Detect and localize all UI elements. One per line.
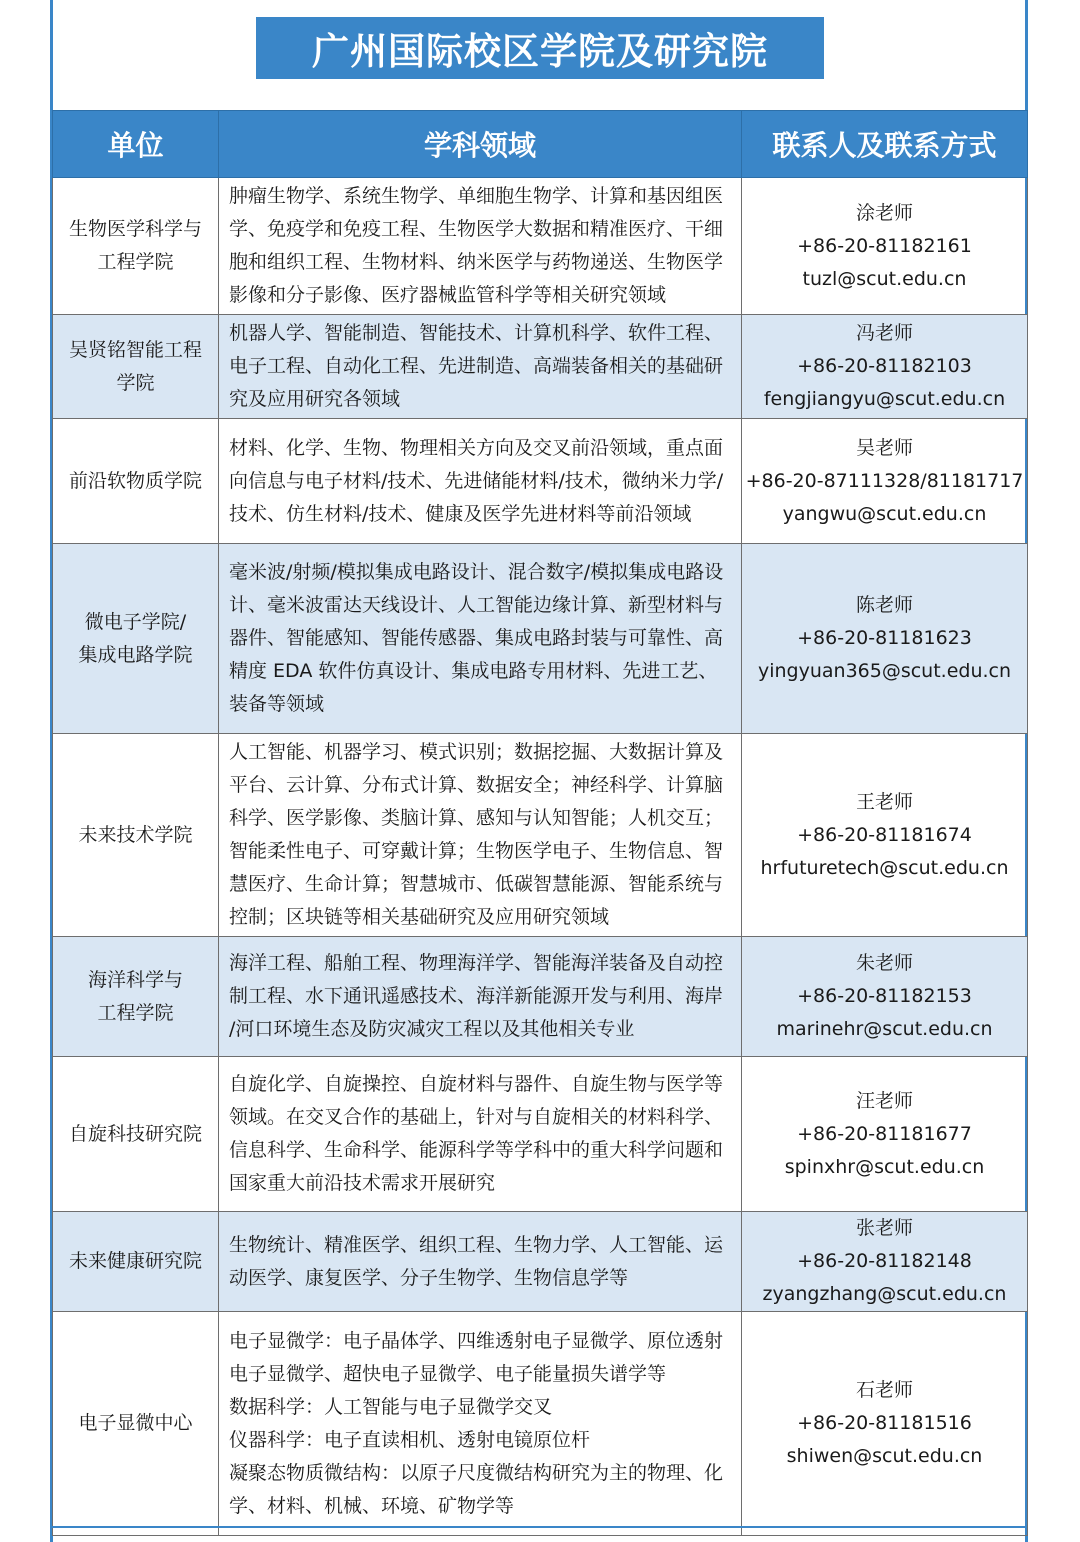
unit-cell [53,315,219,419]
unit-name-line: 自旋科技研究院 [68,1122,202,1145]
field-text-line: 信息科学、生命科学、能源科学等学科中的重大科学问题和 [229,1139,724,1161]
header-contact: 联系人及联系方式 [742,111,1028,178]
field-text-line: 装备等领域 [229,693,325,715]
contact-teacher: 朱老师 [855,952,913,974]
field-text-line: 领域。在交叉合作的基础上，针对与自旋相关的材料科学、 [229,1106,724,1128]
contact-cell [742,1212,1028,1312]
contact-teacher: 汪老师 [855,1089,913,1112]
unit-name-line: 吴贤铭智能工程 [68,338,202,361]
contact-email: shiwen@scut.edu.cn [786,1445,983,1467]
field-text-line: 电子显微学、超快电子显微学、电子能量损失谱学等 [229,1362,667,1385]
contact-phone: +86-20-81182153 [797,985,972,1007]
header-field: 学科领域 [219,111,742,178]
unit-name-line: 集成电路学院 [78,643,193,666]
field-text-line: 智能柔性电子、可穿戴计算；生物医学电子、生物信息、智 [229,840,724,862]
unit-name-line: 电子显微中心 [78,1412,193,1434]
contact-email: yangwu@scut.edu.cn [782,502,987,525]
field-text-line: 慧医疗、生命计算；智慧城市、低碳智慧能源、智能系统与 [229,873,724,895]
field-text-line: 数据科学：人工智能与电子显微学交叉 [229,1395,553,1418]
field-text-line: 向信息与电子材料/技术、先进储能材料/技术，微纳米力学/ [229,469,724,492]
field-text-line: 肿瘤生物学、系统生物学、单细胞生物学、计算和基因组医 [229,185,724,207]
table-row [53,1312,1028,1536]
field-cell [219,1212,742,1312]
contact-cell [742,315,1028,419]
unit-name-line: 未来技术学院 [78,823,193,846]
unit-name-line: 海洋科学与 [87,968,183,991]
unit-name-line: 前沿软物质学院 [68,469,202,492]
field-text-line: 科学、医学影像、类脑计算、感知与认知智能；人机交互； [229,807,724,829]
unit-name-line: 工程学院 [97,251,174,273]
field-text-line: 影像和分子影像、医疗器械监管科学等相关研究领域 [229,284,667,306]
field-text-line: 器件、智能感知、智能传感器、集成电路封装与可靠性、高 [229,627,724,649]
field-text-line: 学、材料、机械、环境、矿物学等 [229,1494,515,1517]
field-text-line: 电子显微学：电子晶体学、四维透射电子显微学、原位透射 [229,1329,724,1352]
contact-email: spinxhr@scut.edu.cn [784,1155,985,1178]
contact-teacher: 吴老师 [855,436,913,459]
field-text-line: 动医学、康复医学、分子生物学、生物信息学等 [229,1266,629,1289]
contact-phone: +86-20-87111328/81181717 [745,469,1024,492]
header-unit: 单位 [53,111,219,178]
contact-email: marinehr@scut.edu.cn [776,1018,993,1040]
field-text-line: 自旋化学、自旋操控、自旋材料与器件、自旋生物与医学等 [229,1073,724,1095]
contact-phone: +86-20-81181677 [797,1122,972,1145]
contact-cell [742,544,1028,734]
contact-cell [742,419,1028,544]
field-text-line: 精度 EDA 软件仿真设计、集成电路专用材料、先进工艺、 [229,660,718,682]
table-row [53,315,1028,419]
field-cell [219,937,742,1057]
contact-teacher: 陈老师 [855,594,913,616]
field-cell [219,178,742,315]
contact-cell [742,178,1028,315]
table-row [53,1057,1028,1212]
table-row [53,1212,1028,1312]
unit-cell [53,734,219,937]
contact-teacher: 涂老师 [855,201,913,224]
field-text-line: 技术、仿生材料/技术、健康及医学先进材料等前沿领域 [229,502,692,525]
field-text-line: 仪器科学：电子直读相机、透射电镜原位杆 [229,1428,591,1451]
contact-teacher: 张老师 [855,1217,913,1239]
field-text-line: 究及应用研究各领域 [229,388,401,410]
contact-email: hrfuturetech@scut.edu.cn [760,856,1009,879]
unit-cell [53,1057,219,1212]
field-text-line: 胞和组织工程、生物材料、纳米医学与药物递送、生物医学 [229,251,724,273]
unit-name-line: 生物医学科学与 [68,218,202,240]
contact-teacher: 冯老师 [855,322,913,344]
contact-phone: +86-20-81182161 [797,234,972,257]
field-text-line: 电子工程、自动化工程、先进制造、高端装备相关的基础研 [229,355,724,377]
table-bottom-border [52,1526,1027,1528]
field-text-line: /河口环境生态及防灾减灾工程以及其他相关专业 [229,1018,635,1040]
unit-cell [53,419,219,544]
contact-phone: +86-20-81181674 [797,823,972,846]
field-cell [219,1312,742,1536]
field-text-line: 计、毫米波雷达天线设计、人工智能边缘计算、新型材料与 [229,594,724,616]
field-text-line: 国家重大前沿技术需求开展研究 [229,1172,496,1194]
contact-cell [742,1312,1028,1536]
unit-name-line: 学院 [116,371,155,394]
contact-cell [742,937,1028,1057]
field-text-line: 机器人学、智能制造、智能技术、计算机科学、软件工程、 [229,322,724,344]
field-text-line: 制工程、水下通讯遥感技术、海洋新能源开发与利用、海岸 [229,985,724,1007]
contact-phone: +86-20-81182103 [797,355,972,377]
table-header-row [53,111,1028,178]
field-text-line: 生物统计、精准医学、组织工程、生物力学、人工智能、运 [229,1233,724,1256]
field-text-line: 学、免疫学和免疫工程、生物医学大数据和精准医疗、干细 [229,218,724,240]
field-cell [219,544,742,734]
contact-phone: +86-20-81182148 [797,1250,972,1272]
contact-email: tuzl@scut.edu.cn [802,267,967,290]
field-cell [219,734,742,937]
contact-teacher: 石老师 [855,1379,913,1401]
contact-phone: +86-20-81181623 [797,627,972,649]
table-row [53,544,1028,734]
unit-cell [53,1212,219,1312]
field-text-line: 海洋工程、船舶工程、物理海洋学、智能海洋装备及自动控 [229,952,724,974]
table-row [53,178,1028,315]
field-cell [219,1057,742,1212]
contact-cell [742,734,1028,937]
field-text-line: 材料、化学、生物、物理相关方向及交叉前沿领域，重点面 [229,436,724,459]
table-row [53,937,1028,1057]
unit-name-line: 微电子学院/ [84,610,187,633]
field-cell [219,419,742,544]
contact-email: fengjiangyu@scut.edu.cn [763,388,1006,410]
unit-cell [53,544,219,734]
unit-cell [53,178,219,315]
field-cell [219,315,742,419]
field-text-line: 控制；区块链等相关基础研究及应用研究领域 [229,906,610,928]
contact-email: yingyuan365@scut.edu.cn [757,660,1012,682]
unit-cell [53,1312,219,1536]
field-text-line: 凝聚态物质微结构：以原子尺度微结构研究为主的物理、化 [229,1461,724,1484]
contact-teacher: 王老师 [855,790,913,813]
unit-cell [53,937,219,1057]
contact-email: zyangzhang@scut.edu.cn [762,1283,1007,1305]
table-row [53,734,1028,937]
college-table [52,110,1028,1536]
contact-cell [742,1057,1028,1212]
unit-name-line: 未来健康研究院 [68,1250,202,1272]
field-text-line: 人工智能、机器学习、模式识别；数据挖掘、大数据计算及 [229,741,724,763]
contact-phone: +86-20-81181516 [797,1412,972,1434]
unit-name-line: 工程学院 [97,1001,174,1024]
field-text-line: 毫米波/射频/模拟集成电路设计、混合数字/模拟集成电路设 [229,561,724,583]
field-text-line: 平台、云计算、分布式计算、数据安全；神经科学、计算脑 [229,774,724,796]
table-row [53,419,1028,544]
page-title: 广州国际校区学院及研究院 [256,17,824,79]
